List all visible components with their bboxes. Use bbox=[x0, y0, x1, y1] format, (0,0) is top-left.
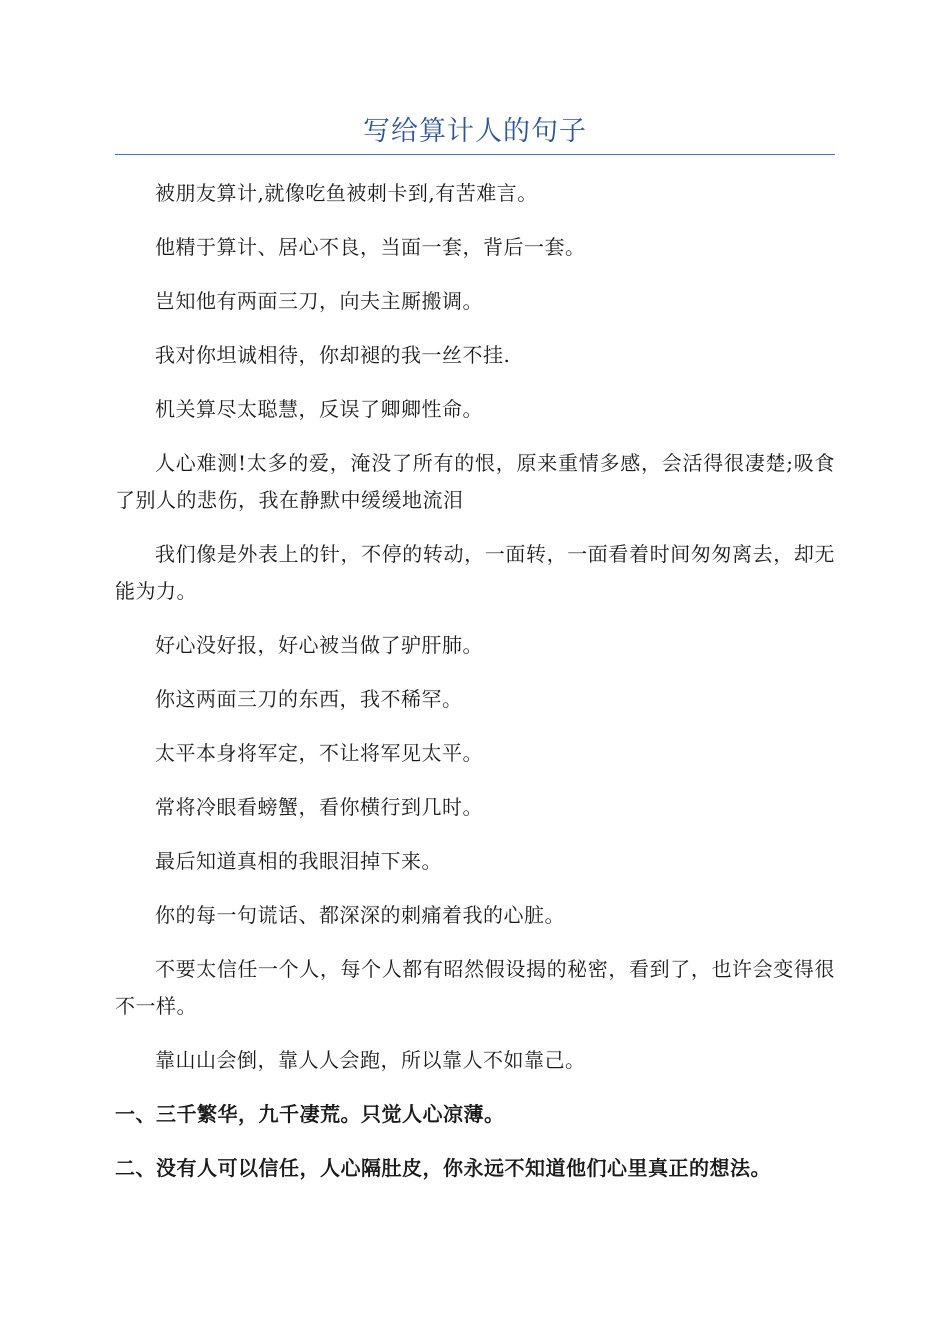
paragraph: 好心没好报，好心被当做了驴肝肺。 bbox=[155, 633, 483, 657]
paragraph: 我们像是外表上的针，不停的转动，一面转，一面看着时间匆匆离去，却无能为力。 bbox=[115, 542, 835, 603]
paragraph: 机关算尽太聪慧，反误了卿卿性命。 bbox=[155, 397, 483, 421]
paragraph: 我对你坦诚相待，你却褪的我一丝不挂. bbox=[155, 343, 511, 367]
paragraph: 不要太信任一个人，每个人都有昭然假设揭的秘密，看到了，也许会变得很不一样。 bbox=[115, 957, 835, 1018]
paragraph: 他精于算计、居心不良，当面一套，背后一套。 bbox=[155, 235, 586, 259]
paragraph: 常将冷眼看螃蟹，看你横行到几时。 bbox=[155, 795, 483, 819]
paragraph: 人心难测!太多的爱，淹没了所有的恨，原来重情多感，会活得很凄楚;吸食了别人的悲伤，我在静默中缓缓地流泪 bbox=[115, 451, 835, 512]
paragraph: 最后知道真相的我眼泪掉下来。 bbox=[155, 849, 442, 873]
paragraph: 你这两面三刀的东西，我不稀罕。 bbox=[155, 687, 463, 711]
paragraph: 岂知他有两面三刀，向夫主厮搬调。 bbox=[155, 289, 483, 313]
bold-heading-paragraph: 一、三千繁华，九千凄荒。只觉人心凉薄。 bbox=[115, 1102, 505, 1126]
paragraph: 太平本身将军定，不让将军见太平。 bbox=[155, 741, 483, 765]
paragraph: 你的每一句谎话、都深深的刺痛着我的心脏。 bbox=[155, 903, 565, 927]
document-title: 写给算计人的句子 bbox=[363, 116, 587, 147]
document-body bbox=[115, 175, 835, 1204]
bold-heading-paragraph: 二、没有人可以信任，人心隔肚皮，你永远不知道他们心里真正的想法。 bbox=[115, 1156, 771, 1180]
title-underline bbox=[115, 154, 835, 155]
paragraph: 靠山山会倒，靠人人会跑，所以靠人不如靠己。 bbox=[155, 1048, 586, 1072]
paragraph: 被朋友算计,就像吃鱼被刺卡到,有苦难言。 bbox=[155, 181, 538, 205]
